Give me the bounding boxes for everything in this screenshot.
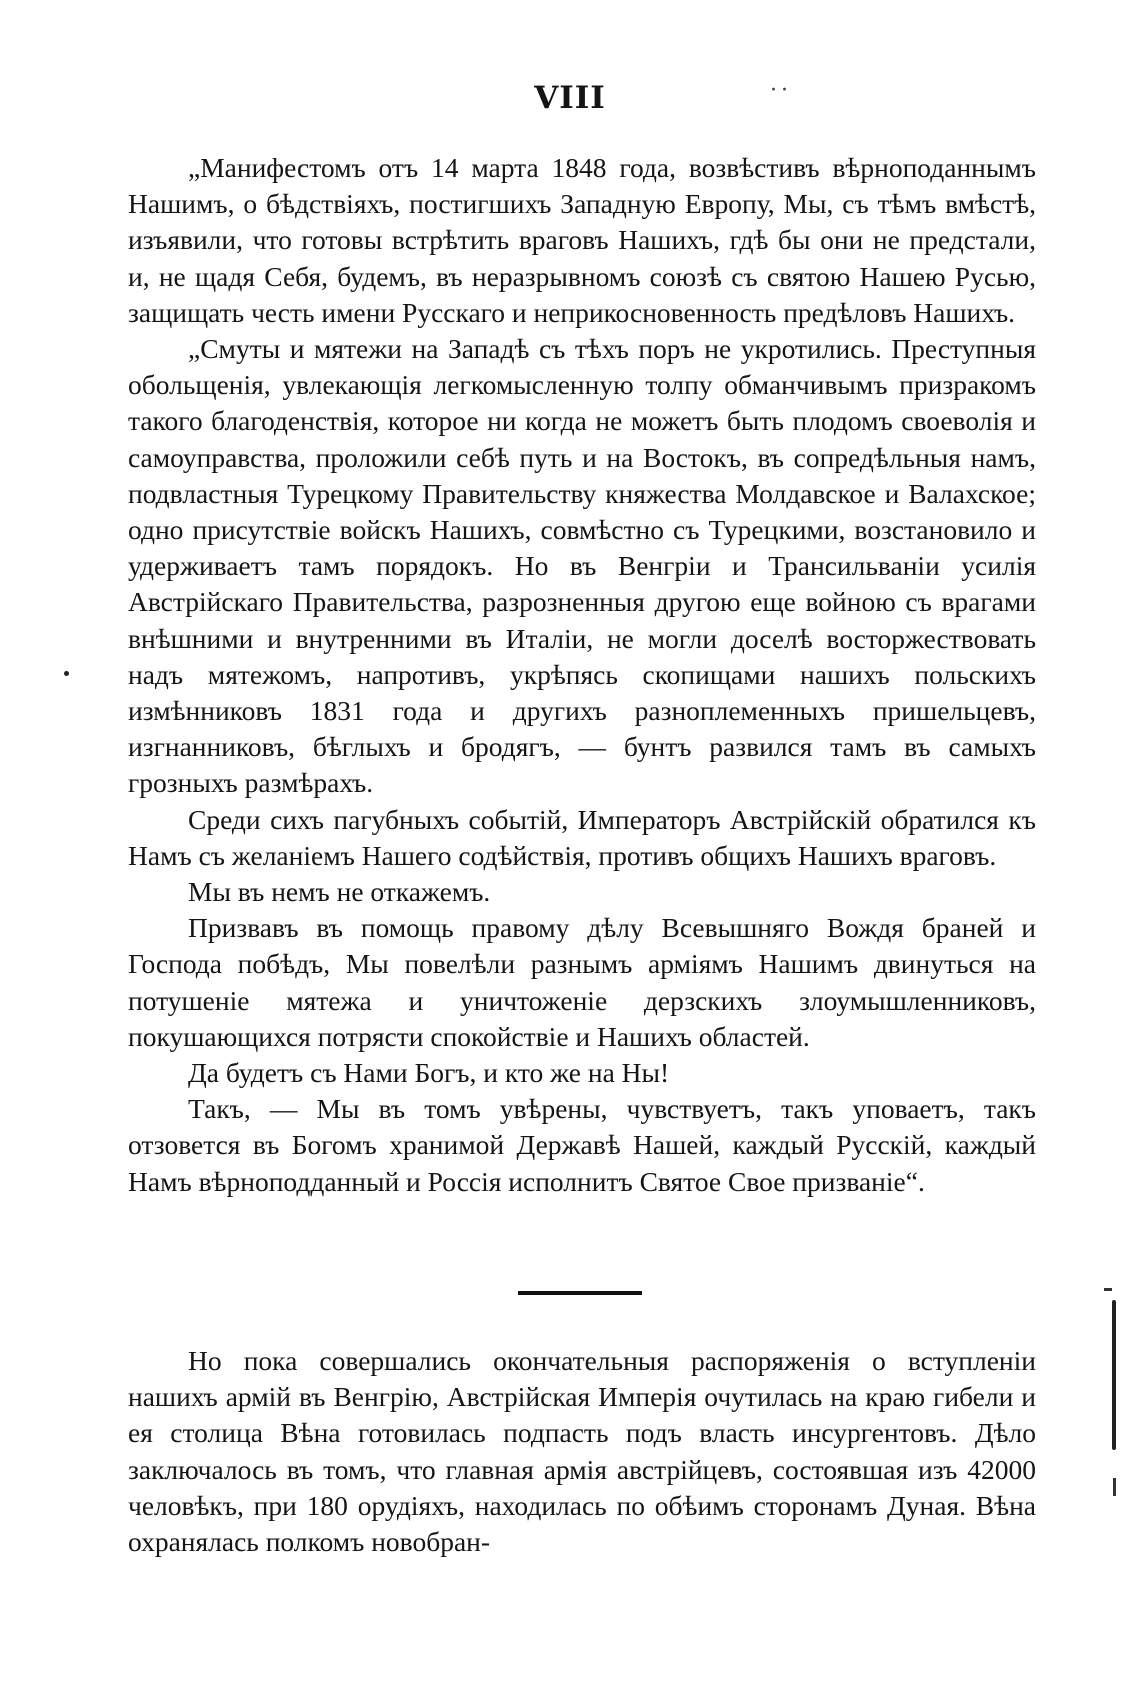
corner-dots: ·· [770, 78, 792, 103]
paragraph: „Смуты и мятежи на Западѣ съ тѣхъ поръ не укротились. Преступныя обольщенія, увлекающія легкомысленную толпу обманчивымъ призракомъ такого благоденствія, которое ни когда не можетъ быть плодомъ своеволія и самоуправства, проложили себѣ путь и на Востокъ, въ сопредѣльныя намъ, подвластныя Турецкому Правительству княжества Молдавское и Валахское; одно присутствіе войскъ Нашихъ, совмѣстно съ Турецкими, возстановило и удерживаетъ тамъ порядокъ. Но въ Венгріи и Трансильваніи усилія Австрійскаго Правительства, разрозненныя другою еще войною съ врагами внѣшними и внутренними въ Италіи, не могли доселѣ восторжествовать надъ мятежомъ, напротивъ, укрѣпясь скопищами нашихъ польскихъ измѣнниковъ 1831 года и другихъ разноплеменныхъ пришельцевъ, изгнанниковъ, бѣглыхъ и бродягъ, — бунтъ развился тамъ въ самыхъ грозныхъ размѣрахъ. [128, 333, 1036, 799]
section-divider [518, 1291, 642, 1295]
paragraph: Да будетъ съ Нами Богъ, и кто же на Ны! [188, 1057, 670, 1089]
paragraph: Такъ, — Мы въ томъ увѣрены, чувствуетъ, такъ уповаетъ, такъ отзовется въ Богомъ хранимой Державѣ Нашей, каждый Русскій, каждый Намъ вѣрноподданный и Россія исполнитъ Святое Свое призваніе“. [128, 1093, 1036, 1197]
page-number: VIII [534, 80, 606, 116]
manifesto-text [128, 150, 1036, 1200]
margin-speck [64, 671, 69, 676]
paragraph: „Манифестомъ отъ 14 марта 1848 года, возвѣстивъ вѣрноподаннымъ Нашимъ, о бѣдствіяхъ, постигшихъ Западную Европу, Мы, съ тѣмъ вмѣстѣ, изъявили, что готовы встрѣтить враговъ Нашихъ, гдѣ бы они не предстали, и, не щадя Себя, будемъ, въ неразрывномъ союзѣ съ святою Нашею Русью, защищать честь имени Русскаго и неприкосновенность предѣловъ Нашихъ. [128, 152, 1036, 328]
paragraph: Но пока совершались окончательныя распоряженія о вступленіи нашихъ армій въ Венгрію, Австрійская Имперія очутилась на краю гибели и ея столица Вѣна готовилась подпасть подъ власть инсургентовъ. Дѣло заключалось въ томъ, что главная армія австрійцевъ, состоявшая изъ 42000 человѣкъ, при 180 орудіяхъ, находилась по обѣимъ сторонамъ Дуная. Вѣна охранялась полкомъ новобран- [128, 1345, 1036, 1558]
paragraph: Призвавъ въ помощь правому дѣлу Всевышняго Вождя браней и Господа побѣдъ, Мы повелѣли разнымъ арміямъ Нашимъ двинуться на потушеніе мятежа и уничтоженіе дерзскихъ злоумышленниковъ, покушающихся потрясти спокойствіе и Нашихъ областей. [128, 912, 1036, 1052]
narrative-text [128, 1343, 1036, 1560]
margin-scan-mark [1112, 1300, 1116, 1450]
margin-speck [1104, 1288, 1112, 1291]
paragraph: Среди сихъ пагубныхъ событій, Императоръ Австрійскій обратился къ Намъ съ желаніемъ Нашего содѣйствія, противъ общихъ Нашихъ враговъ. [128, 803, 1036, 871]
margin-speck [1113, 1478, 1116, 1496]
paragraph: Мы въ немъ не откажемъ. [188, 876, 491, 908]
